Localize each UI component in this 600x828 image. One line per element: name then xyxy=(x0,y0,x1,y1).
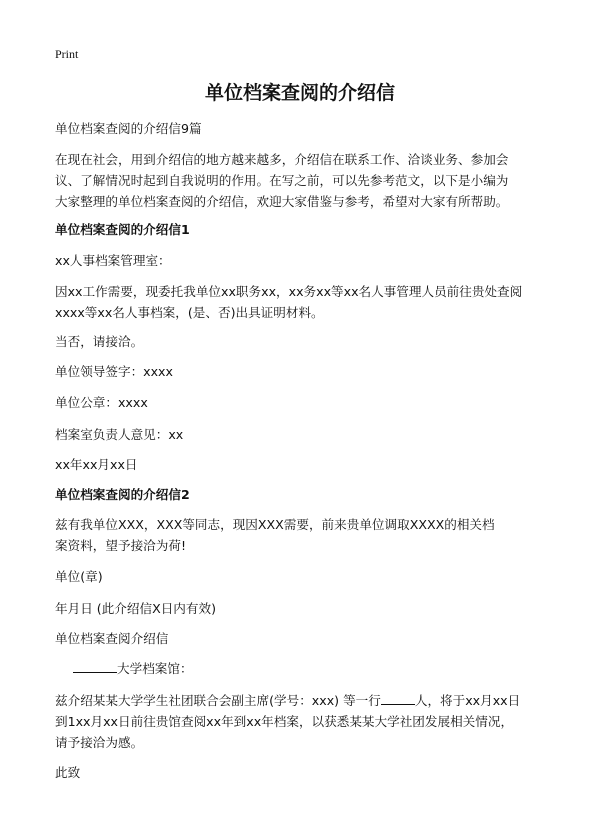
intro-line-3: 大家整理的单位档案查阅的介绍信，欢迎大家借鉴与参考，希望对大家有所帮助。 xyxy=(55,194,509,209)
letter2-body-line-2: 案资料，望予接洽为荷! xyxy=(55,538,186,553)
letter2-body-line-1: 兹有我单位XXX，XXX等同志，现因XXX需要，前来贵单位调取XXXX的相关档 xyxy=(55,517,495,532)
letter1-date: xx年xx月xx日 xyxy=(55,457,138,472)
letter2-body2-line-2: 到1xx月xx日前往贵馆查阅xx年到xx年档案，以获悉某某大学社团发展相关情况， xyxy=(55,714,514,729)
print-label[interactable]: Print xyxy=(55,47,79,61)
letter1-salutation: xx人事档案管理室： xyxy=(55,253,171,268)
letter2-heading: 单位档案查阅的介绍信2 xyxy=(55,487,190,502)
letter1-officer-opinion: 档案室负责人意见：xx xyxy=(55,427,184,442)
letter1-seal: 单位公章：xxxx xyxy=(55,395,148,410)
count-blank xyxy=(381,692,415,705)
document-title: 单位档案查阅的介绍信 xyxy=(204,82,395,104)
letter2-addressee-line xyxy=(55,658,555,679)
letter2-unit: 单位(章) xyxy=(55,569,103,584)
letter2-sub-title: 单位档案查阅介绍信 xyxy=(55,631,169,646)
letter2-date-note: 年月日 (此介绍信X日内有效) xyxy=(55,601,216,616)
letter2-body2-line-1-a: 兹介绍某某大学学生社团联合会副主席(学号：xxx) 等一行 xyxy=(55,693,381,708)
intro-line-2: 议、了解情况时起到自我说明的作用。在写之前，可以先参考范文，以下是小编为 xyxy=(55,173,509,188)
letter1-body-line-2: xxxx等xx名人事档案，(是、否)出具证明材料。 xyxy=(55,305,324,320)
letter2-body2-line-1-b: 人，将于xx月xx日 xyxy=(414,693,521,708)
intro-line-1: 在现在社会，用到介绍信的地方越来越多，介绍信在联系工作、洽谈业务、参加会 xyxy=(55,152,509,167)
letter2-body2-line-3: 请予接洽为感。 xyxy=(55,735,144,750)
addressee-blank xyxy=(73,660,117,673)
letter2-body2-line-1 xyxy=(55,690,555,711)
document-subtitle: 单位档案查阅的介绍信9篇 xyxy=(55,121,202,136)
letter2-closing: 此致 xyxy=(55,765,81,780)
letter1-heading: 单位档案查阅的介绍信1 xyxy=(55,222,190,237)
letter1-closing: 当否，请接洽。 xyxy=(55,334,144,349)
letter2-addressee: 大学档案馆： xyxy=(117,661,193,676)
letter1-leader-sign: 单位领导签字：xxxx xyxy=(55,364,173,379)
letter1-body-line-1: 因xx工作需要，现委托我单位xx职务xx，xx务xx等xx名人事管理人员前往贵处查阅 xyxy=(55,284,523,299)
